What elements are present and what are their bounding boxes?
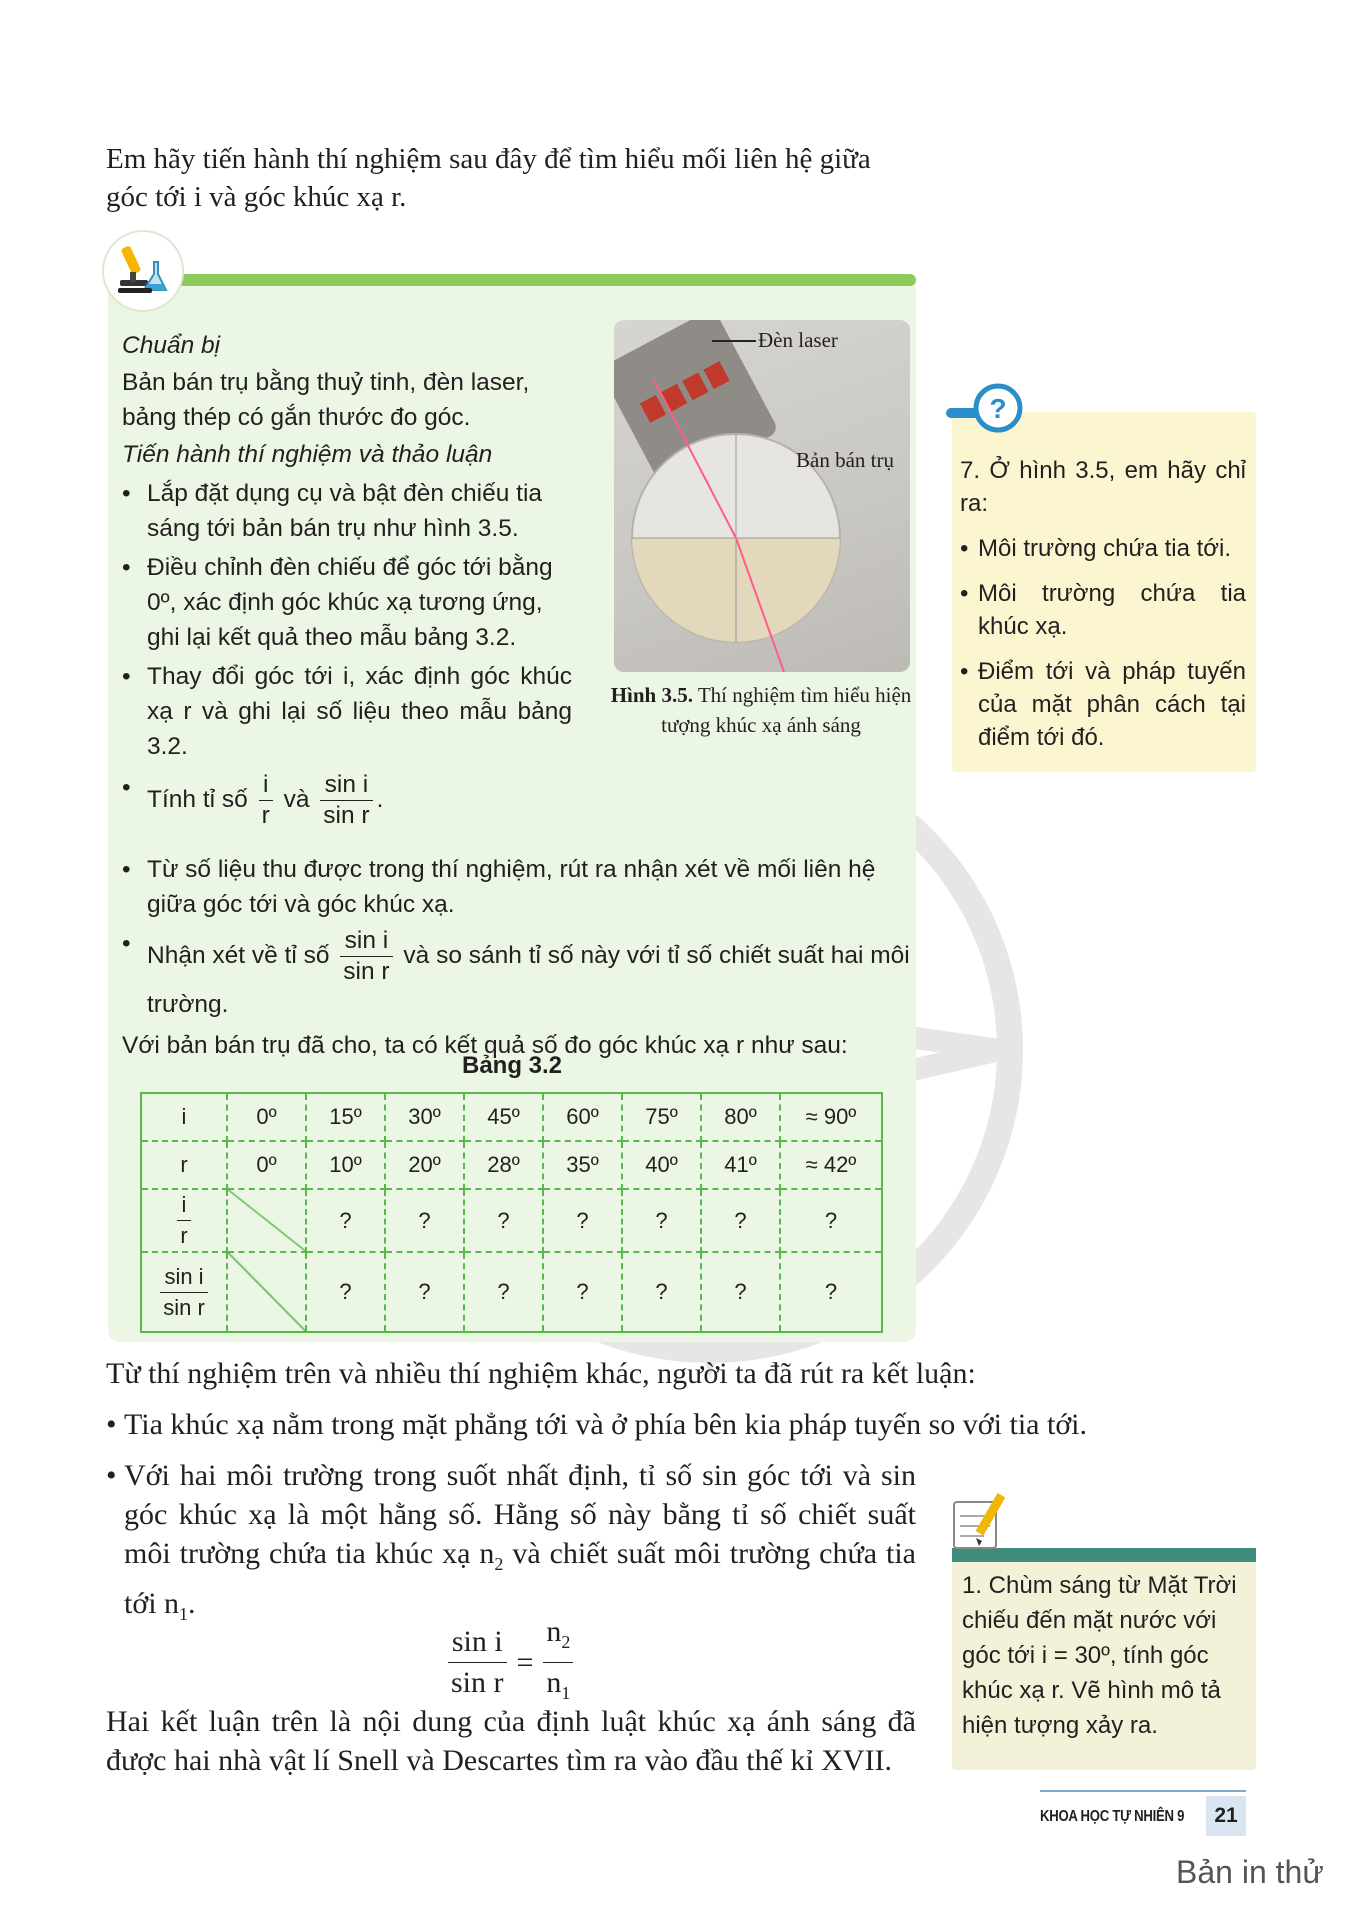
fraction-sini-sinr-2: $\frac{\text{sin i}}{\text{sin r}}$	[340, 926, 392, 987]
table-cell: 10º	[306, 1141, 385, 1189]
figure-caption-text: Thí nghiệm tìm hiểu hiện tượng khúc xạ ánh sáng	[661, 683, 912, 737]
table-cell: ?	[306, 1252, 385, 1332]
step-6-text: Nhận xét về tỉ số	[147, 941, 330, 969]
table-row-r	[141, 1141, 882, 1189]
conclusion-bullet-1: • Tia khúc xạ nằm trong mặt phẳng tới và ở phía bên kia pháp tuyến so với tia tới.	[106, 1405, 1246, 1444]
footer-book-title: KHOA HỌC TỰ NHIÊN 9	[1040, 1808, 1185, 1825]
page-number: 21	[1206, 1796, 1246, 1836]
step-4: • Tính tỉ số $\frac{i}{r}$ và $\frac{\text{sin i}}{\text{sin r}}$ .	[122, 770, 572, 831]
table-cell: ?	[780, 1189, 882, 1252]
question-item: • Môi trường chứa tia tới.	[960, 532, 1246, 565]
table-cell: 15º	[306, 1093, 385, 1141]
table-cell: 45º	[464, 1093, 543, 1141]
fraction-sini-sinr: $\frac{\text{sin i}}{\text{sin r}}$	[320, 770, 372, 831]
microscope-icon	[104, 232, 182, 310]
table-cell	[141, 1189, 227, 1252]
table-cell: ?	[385, 1252, 464, 1332]
data-table	[140, 1092, 883, 1333]
table-title: Bảng 3.2	[461, 1052, 563, 1079]
table-cell: ?	[543, 1189, 622, 1252]
question-item: • Môi trường chứa tia khúc xạ.	[960, 577, 1246, 643]
table-cell: 41º	[701, 1141, 780, 1189]
table-cell: ?	[464, 1189, 543, 1252]
table-row-i-over-r	[141, 1189, 882, 1252]
exercise-text: 1. Chùm sáng từ Mặt Trời chiếu đến mặt nước với góc tới i = 30º, tính góc khúc xạ r. Vẽ hình mô tả hiện tượng xảy ra.	[962, 1572, 1237, 1739]
step-6-tail: và so sánh tỉ số này với tỉ số chiết suất hai môi trường.	[147, 941, 910, 1018]
table-cell: 20º	[385, 1141, 464, 1189]
table-cell: 40º	[622, 1141, 701, 1189]
table-cell: 60º	[543, 1093, 622, 1141]
question-item: • Điểm tới và pháp tuyến của mặt phân cách tại điểm tới đó.	[960, 655, 1246, 754]
prep-text: Bản bán trụ bằng thuỷ tinh, đèn laser, bảng thép có gắn thước đo góc.	[122, 369, 530, 431]
step-4-and: và	[283, 785, 310, 813]
table-cell: ?	[701, 1252, 780, 1332]
table-cell: i	[141, 1093, 227, 1141]
table-cell: ?	[780, 1252, 882, 1332]
subscript: 2	[494, 1554, 504, 1574]
intro-paragraph: Em hãy tiến hành thí nghiệm sau đây để tìm hiểu mối liên hệ giữa góc tới i và góc khúc xạ r.	[106, 143, 871, 213]
magnifier-question-icon	[944, 382, 1024, 434]
figure-caption-label: Hình 3.5.	[610, 683, 693, 707]
table-cell: 80º	[701, 1093, 780, 1141]
conclusion-bullet-2-text-b: và chiết suất môi trường chứa tia tới n	[124, 1537, 916, 1620]
table-cell: ≈ 42º	[780, 1141, 882, 1189]
figure-3-5-photo	[614, 320, 910, 672]
figure-caption	[606, 680, 916, 740]
table-cell: 0º	[227, 1141, 306, 1189]
step-2: • Điều chỉnh đèn chiếu để góc tới bằng 0º, xác định góc khúc xạ tương ứng, ghi lại kết quả theo mẫu bảng 3.2.	[122, 550, 572, 655]
conclusion-bullet-2	[106, 1456, 916, 1634]
table-cell: 75º	[622, 1093, 701, 1141]
label-laser-leader	[712, 340, 756, 342]
conclusion-bullet-2-text: Với hai môi trường trong suốt nhất định, tỉ số sin góc tới và sin góc khúc xạ là một hằng số. Hằng số này bằng tỉ số chiết suất môi trường chứa tia khúc xạ n	[124, 1459, 916, 1570]
table-cell: ≈ 90º	[780, 1093, 882, 1141]
table-cell: ?	[543, 1252, 622, 1332]
table-cell: ?	[701, 1189, 780, 1252]
label-laser: Đèn laser	[758, 328, 838, 352]
step-3: • Thay đổi góc tới i, xác định góc khúc xạ r và ghi lại số liệu theo mẫu bảng 3.2.	[122, 659, 572, 764]
procedure-heading: Tiến hành thí nghiệm và thảo luận	[122, 441, 493, 468]
table-cell: ?	[622, 1252, 701, 1332]
footer-rule	[1040, 1790, 1246, 1792]
step-5: • Từ số liệu thu được trong thí nghiệm, rút ra nhận xét về mối liên hệ giữa góc tới và góc khúc xạ.	[122, 852, 912, 922]
table-cell: ?	[464, 1252, 543, 1332]
table-cell-empty	[227, 1189, 306, 1252]
table-row-sini-over-sinr	[141, 1252, 882, 1332]
conclusion-lead: Từ thí nghiệm trên và nhiều thí nghiệm khác, người ta đã rút ra kết luận:	[106, 1357, 976, 1390]
prep-heading: Chuẩn bị	[122, 332, 221, 359]
table-cell: ?	[385, 1189, 464, 1252]
table-cell: ?	[622, 1189, 701, 1252]
question-7: 7. Ở hình 3.5, em hãy chỉ ra:	[960, 457, 1246, 517]
table-cell: 0º	[227, 1093, 306, 1141]
step-6	[122, 926, 912, 1022]
fraction-i-r-header: $\frac{i}{r}$	[177, 1190, 190, 1251]
result-intro: Với bản bán trụ đã cho, ta có kết quả số đo góc khúc xạ r như sau:	[122, 1032, 848, 1059]
table-cell: 28º	[464, 1141, 543, 1189]
draft-label: Bản in thử	[1176, 1854, 1324, 1890]
conclusion-final: Hai kết luận trên là nội dung của định luật khúc xạ ánh sáng đã được hai nhà vật lí Snell và Descartes tìm ra vào đầu thế kỉ XVII.	[106, 1705, 916, 1777]
table-row-i	[141, 1093, 882, 1141]
svg-text:?: ?	[989, 393, 1007, 424]
step-4-text: Tính tỉ số	[147, 785, 248, 813]
step-1: • Lắp đặt dụng cụ và bật đèn chiếu tia sáng tới bản bán trụ như hình 3.5.	[122, 476, 572, 546]
table-cell: 35º	[543, 1141, 622, 1189]
fraction-i-r: $\frac{i}{r}$	[259, 770, 273, 831]
subscript: 1	[179, 1604, 189, 1624]
table-cell: r	[141, 1141, 227, 1189]
experiment-header-band	[150, 274, 916, 286]
label-semicylinder: Bản bán trụ	[796, 448, 894, 472]
table-cell-empty	[227, 1252, 306, 1332]
table-cell: ?	[306, 1189, 385, 1252]
table-cell: 30º	[385, 1093, 464, 1141]
table-cell	[141, 1252, 227, 1332]
snell-formula: $\frac{\text{sin i}}{\text{sin r}}$ = $\frac{n_2}{n_1}$	[444, 1612, 577, 1713]
conclusion-bullet-2-end: .	[188, 1587, 196, 1620]
notepad-pencil-icon	[946, 1486, 1016, 1556]
fraction-sini-sinr-header: $\frac{\text{sin i}}{\text{sin r}}$	[160, 1262, 208, 1323]
